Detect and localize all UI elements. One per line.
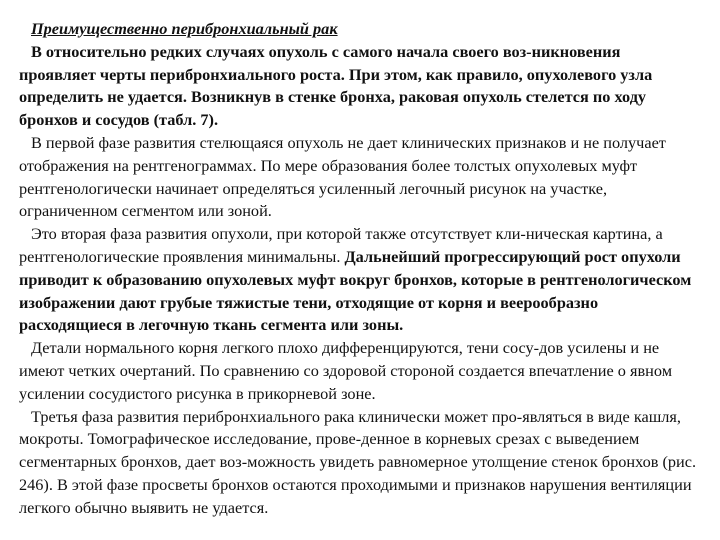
paragraph-3-bold-text: Дальнейший прогрессирующий рост опухоли приводит к образованию опухолевых муфт вокруг бронхов, которые в рентгенологическом изображении дают грубые тяжистые тени, отходящие от корня и веерообразно расходящиеся в легочную ткань сегмента или зоны. — [19, 246, 692, 335]
paragraph-4 — [19, 337, 701, 405]
paragraph-2-text: В первой фазе развития стелющаяся опухоль не дает клинических признаков и не получает отображения на рентгенограммах. По мере образования более толстых опухолевых муфт рентгенологически начинает определяться усиленный легочный рисунок на участке, ограниченном сегментом или зоной. — [19, 132, 666, 221]
paragraph-3 — [19, 223, 701, 337]
text-body — [19, 18, 701, 520]
paragraph-5-text: Третья фаза развития перибронхиального рака клинически может про-являться в виде кашля, мокроты. Томографическое исследование, прове-денное в корневых срезах с выведением сегментарных бронхов, дает воз-можность увидеть равномерное утолщение стенок бронхов (рис. 246). В этой фазе просветы бронхов остаются проходимыми и признаков нарушения вентиляции легкого обычно выявить не удается. — [19, 406, 697, 517]
paragraph-2 — [19, 132, 701, 223]
paragraph-5 — [19, 406, 701, 520]
paragraph-1-text: В относительно редких случаях опухоль с самого начала своего воз-никновения проявляет черты перибронхиального роста. При этом, как правило, опухолевого узла определить не удается. Возникнув в стенке бронха, раковая опухоль стелется по ходу бронхов и сосудов (табл. 7). — [19, 41, 653, 130]
section-heading: Преимущественно перибронхиальный рак — [31, 19, 338, 38]
paragraph-3-text: Это вторая фаза развития опухоли, при которой также отсутствует кли-ническая картина, а рентгенологические проявления минимальны. — [19, 224, 663, 266]
paragraph-4-text: Детали нормального корня легкого плохо дифференцируются, тени сосу-дов усилены и не имеют четких очертаний. По сравнению со здоровой стороной создается впечатление о явном усилении сосудистого рисунка в прикорневой зоне. — [19, 338, 673, 403]
paragraph-1 — [19, 41, 701, 132]
